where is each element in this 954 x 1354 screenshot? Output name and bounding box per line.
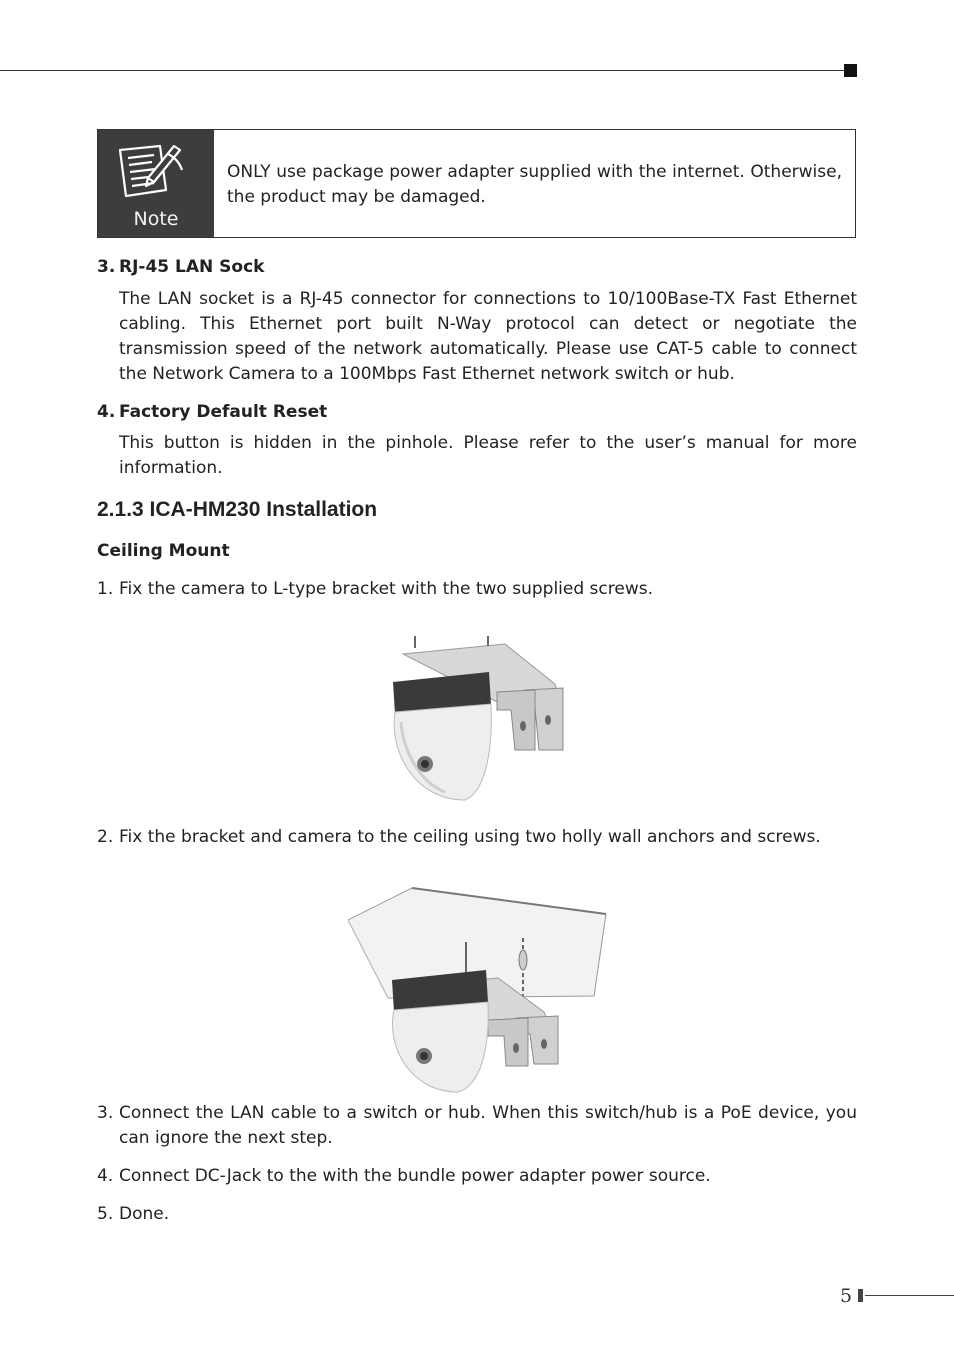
item-title: RJ-45 LAN Sock [119, 257, 265, 277]
note-label: Note [133, 208, 179, 230]
list-item-step-4 [97, 1164, 857, 1189]
list-item-step-5 [97, 1202, 857, 1227]
item-text-reset: This button is hidden in the pinhole. Please refer to the user’s manual for more information. [119, 433, 857, 478]
step-text: Connect the LAN cable to a switch or hub. When this switch/hub is a PoE device, you can ignore the next step. [119, 1103, 857, 1148]
note-text: ONLY use package power adapter supplied with the internet. Otherwise, the product may be damaged. [227, 162, 842, 207]
step-number: 2. [97, 827, 114, 847]
page-number: 5 [840, 1285, 853, 1307]
step-text: Connect DC-Jack to the with the bundle power adapter power source. [119, 1166, 711, 1186]
item-number: 3. [97, 257, 116, 277]
item-heading-rj45 [97, 255, 265, 280]
step-text: Fix the camera to L-type bracket with the two supplied screws. [119, 579, 653, 599]
header-square-mark [844, 64, 857, 77]
list-item-step-1 [97, 577, 857, 602]
note-box [97, 129, 856, 238]
step-number: 5. [97, 1204, 114, 1224]
item-text-rj45: The LAN socket is a RJ-45 connector for connections to 10/100Base-TX Fast Ethernet cabling. This Ethernet port built N-Way protocol can detect or negotiate the transmission speed of the network automatically. Please use CAT-5 cable to connect the Network Camera to a 100Mbps Fast Ethernet network switch or hub. [119, 289, 857, 384]
step-number: 4. [97, 1166, 114, 1186]
list-item-step-3 [97, 1101, 857, 1151]
step-number: 3. [97, 1103, 114, 1123]
footer-rule [865, 1295, 954, 1296]
item-number: 4. [97, 402, 116, 422]
header-rule [0, 70, 848, 71]
camera-bracket-illustration [385, 632, 575, 804]
note-side-panel [98, 130, 214, 237]
item-title: Factory Default Reset [119, 402, 328, 422]
item-heading-reset [97, 400, 327, 425]
step-text: Done. [119, 1204, 170, 1224]
footer-mark [858, 1289, 863, 1302]
ceiling-mount-illustration [348, 886, 610, 1096]
subsection-heading: Ceiling Mount [97, 541, 230, 561]
list-item-step-2 [97, 825, 857, 850]
note-pen-icon [114, 140, 190, 202]
step-number: 1. [97, 579, 114, 599]
section-heading: 2.1.3 ICA-HM230 Installation [97, 498, 378, 521]
step-text: Fix the bracket and camera to the ceiling using two holly wall anchors and screws. [119, 827, 821, 847]
